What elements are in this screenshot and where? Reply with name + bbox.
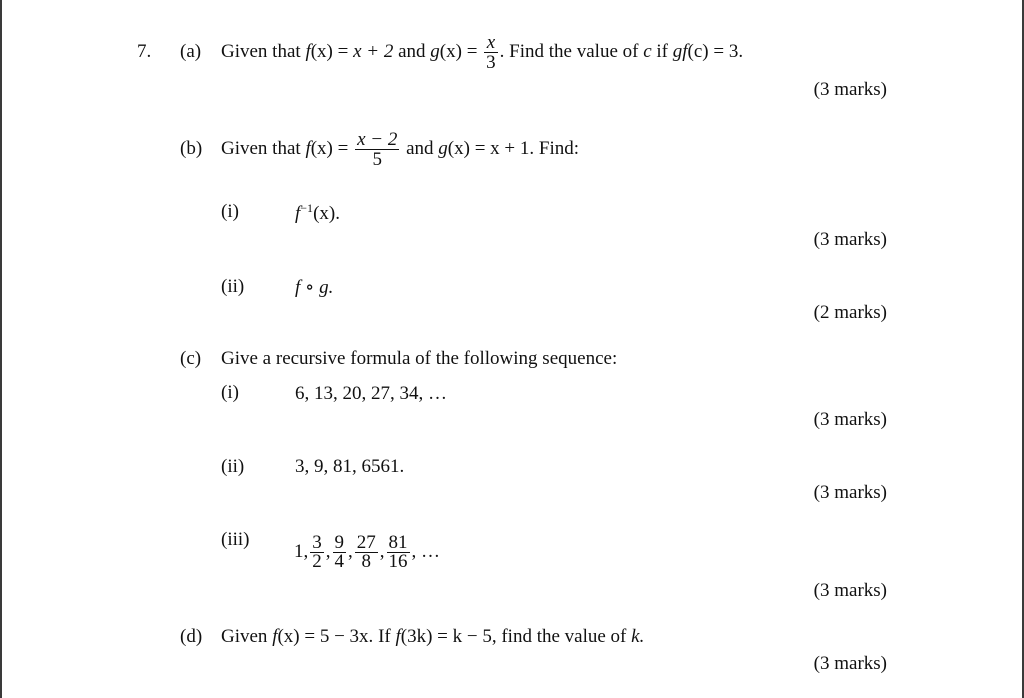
marks-b-i: (3 marks) <box>813 229 887 250</box>
text: find the value of <box>501 626 627 647</box>
text: (x) = x + 1. Find: <box>447 138 580 159</box>
part-d-statement <box>221 626 644 648</box>
inverse-superscript: −1 <box>300 201 314 215</box>
fraction-x-minus-2-over-5 <box>355 130 399 169</box>
denominator: 4 <box>334 551 344 573</box>
part-c-iii-sequence <box>294 528 440 576</box>
denominator: 3 <box>486 52 496 74</box>
marks-a: (3 marks) <box>813 79 887 100</box>
text: (c) = 3. <box>687 41 744 62</box>
text: If <box>378 626 391 647</box>
part-b-label: (b) <box>180 138 203 159</box>
part-d-label: (d) <box>180 626 203 647</box>
k-symbol: k. <box>631 626 645 647</box>
denominator: 16 <box>388 551 408 573</box>
text: . Find the value of <box>499 41 639 62</box>
numerator: 3 <box>312 532 322 554</box>
part-c-ii-label: (ii) <box>221 456 245 477</box>
fraction-x-over-3 <box>484 33 498 72</box>
text: Given <box>221 626 268 647</box>
first-term: 1, <box>294 541 309 562</box>
marks-c-ii: (3 marks) <box>813 482 887 503</box>
part-b-ii-expression: f ∘ g. <box>295 277 334 298</box>
text: (x). <box>313 203 340 224</box>
comma: , <box>379 541 385 562</box>
text: Given that <box>221 41 301 62</box>
text: (x) = <box>310 41 354 62</box>
marks-b-ii: (2 marks) <box>813 302 887 323</box>
numerator: 81 <box>388 532 408 554</box>
marks-c-i: (3 marks) <box>813 409 887 430</box>
f-symbol: f <box>295 203 301 224</box>
denominator: 2 <box>312 551 322 573</box>
g-symbol: g <box>438 138 448 159</box>
text: if <box>656 41 668 62</box>
part-b-i-label: (i) <box>221 201 239 222</box>
marks-d: (3 marks) <box>813 653 887 674</box>
text: (x) = <box>310 138 354 159</box>
fraction-term-4 <box>387 534 410 571</box>
ellipsis: , … <box>411 541 440 562</box>
part-c-ii-sequence: 3, 9, 81, 6561. <box>295 456 405 477</box>
part-b-i-expression <box>295 203 340 225</box>
part-b-ii-label: (ii) <box>221 276 245 297</box>
text: (x) = 5 − 3x. <box>277 626 374 647</box>
denominator: 5 <box>372 149 382 171</box>
question-number: 7. <box>137 41 152 62</box>
denominator: 8 <box>361 551 371 573</box>
text: Given that <box>221 138 301 159</box>
f-expression: x + 2 <box>353 41 394 62</box>
f-symbol: f <box>272 626 278 647</box>
fraction-term-3 <box>355 534 378 571</box>
marks-c-iii: (3 marks) <box>813 580 887 601</box>
c-symbol: c <box>643 41 652 62</box>
part-a-statement <box>221 26 743 78</box>
numerator: 9 <box>334 532 344 554</box>
text: and <box>398 41 426 62</box>
numerator: 27 <box>356 532 376 554</box>
fraction-term-1 <box>310 534 324 571</box>
numerator: x <box>484 33 498 53</box>
part-c-i-sequence: 6, 13, 20, 27, 34, … <box>295 383 447 404</box>
comma: , <box>325 541 331 562</box>
comma: , <box>348 541 353 562</box>
f-symbol: f <box>305 41 311 62</box>
part-b-statement <box>221 124 579 174</box>
part-c-iii-label: (iii) <box>221 529 250 550</box>
fraction-term-2 <box>333 534 347 571</box>
part-a-label: (a) <box>180 41 202 62</box>
f-symbol: f <box>305 138 311 159</box>
page-left-border <box>0 0 2 698</box>
f-symbol: f <box>395 626 401 647</box>
text: and <box>406 138 434 159</box>
g-symbol: g <box>430 41 440 62</box>
text: (3k) = k − 5, <box>400 626 497 647</box>
text: (x) = <box>439 41 483 62</box>
part-c-statement: Give a recursive formula of the following sequence: <box>221 348 618 369</box>
gf-symbol: gf <box>672 41 688 62</box>
part-c-label: (c) <box>180 348 202 369</box>
part-c-i-label: (i) <box>221 382 239 403</box>
numerator: x − 2 <box>357 129 398 151</box>
